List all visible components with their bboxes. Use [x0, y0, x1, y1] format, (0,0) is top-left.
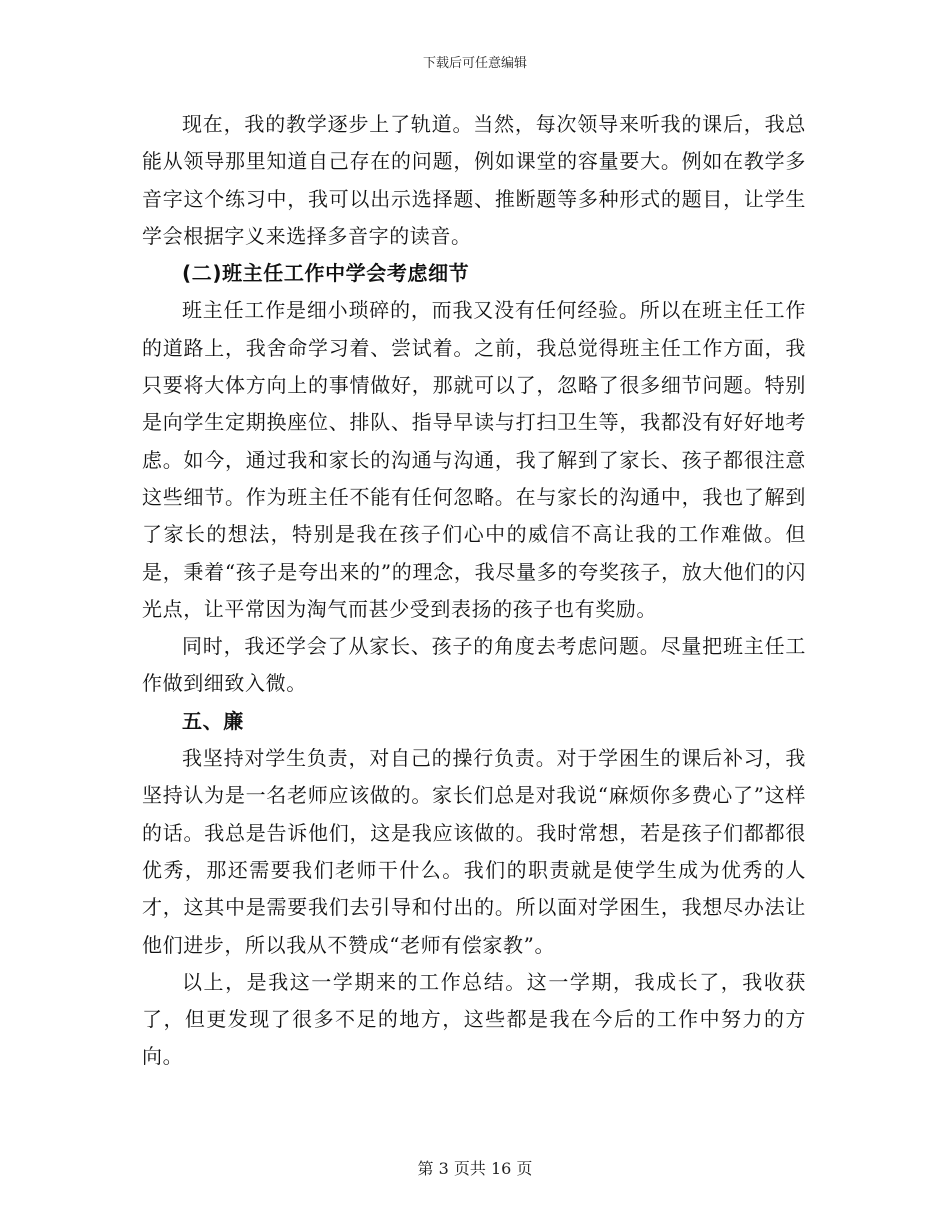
section-heading-integrity: 五、廉 — [182, 708, 244, 733]
paragraph-perspective: 同时，我还学会了从家长、孩子的角度去考虑问题。尽量把班主任工作做到细致入微。 — [142, 634, 806, 696]
document-body — [142, 106, 806, 1076]
paragraph-summary: 以上，是我这一学期来的工作总结。这一学期，我成长了，我收获了，但更发现了很多不足的地方，这些都是我在今后的工作中努力的方向。 — [142, 969, 806, 1069]
paragraph-class-teacher-details: 班主任工作是细小琐碎的，而我又没有任何经验。所以在班主任工作的道路上，我舍命学习着、尝试着。之前，我总觉得班主任工作方面，我只要将大体方向上的事情做好，那就可以了，忽略了很多细节问题。特别是向学生定期换座位、排队、指导早读与打扫卫生等，我都没有好好地考虑。如今，通过我和家长的沟通与沟通，我了解到了家长、孩子都很注意这些细节。作为班主任不能有任何忽略。在与家长的沟通中，我也了解到了家长的想法，特别是我在孩子们心中的威信不高让我的工作难做。但是，秉着“孩子是夸出来的”的理念，我尽量多的夸奖孩子，放大他们的闪光点，让平常因为淘气而甚少受到表扬的孩子也有奖励。 — [142, 298, 806, 621]
section-heading-class-teacher: (二)班主任工作中学会考虑细节 — [182, 261, 470, 286]
page-number-footer: 第 3 页共 16 页 — [417, 1159, 533, 1178]
page-header-note: 下载后可任意编辑 — [422, 56, 527, 71]
paragraph-teaching-progress: 现在，我的教学逐步上了轨道。当然，每次领导来听我的课后，我总能从领导那里知道自己存在的问题，例如课堂的容量要大。例如在教学多音字这个练习中，我可以出示选择题、推断题等多种形式的题目，让学生学会根据字义来选择多音字的读音。 — [142, 112, 806, 248]
paragraph-responsibility: 我坚持对学生负责，对自己的操行负责。对于学困生的课后补习，我坚持认为是一名老师应该做的。家长们总是对我说“麻烦你多费心了”这样的话。我总是告诉他们，这是我应该做的。我时常想，若是孩子们都都很优秀，那还需要我们老师干什么。我们的职责就是使学生成为优秀的人才，这其中是需要我们去引导和付出的。所以面对学困生，我想尽办法让他们进步，所以我从不赞成“老师有偿家教”。 — [142, 746, 806, 957]
